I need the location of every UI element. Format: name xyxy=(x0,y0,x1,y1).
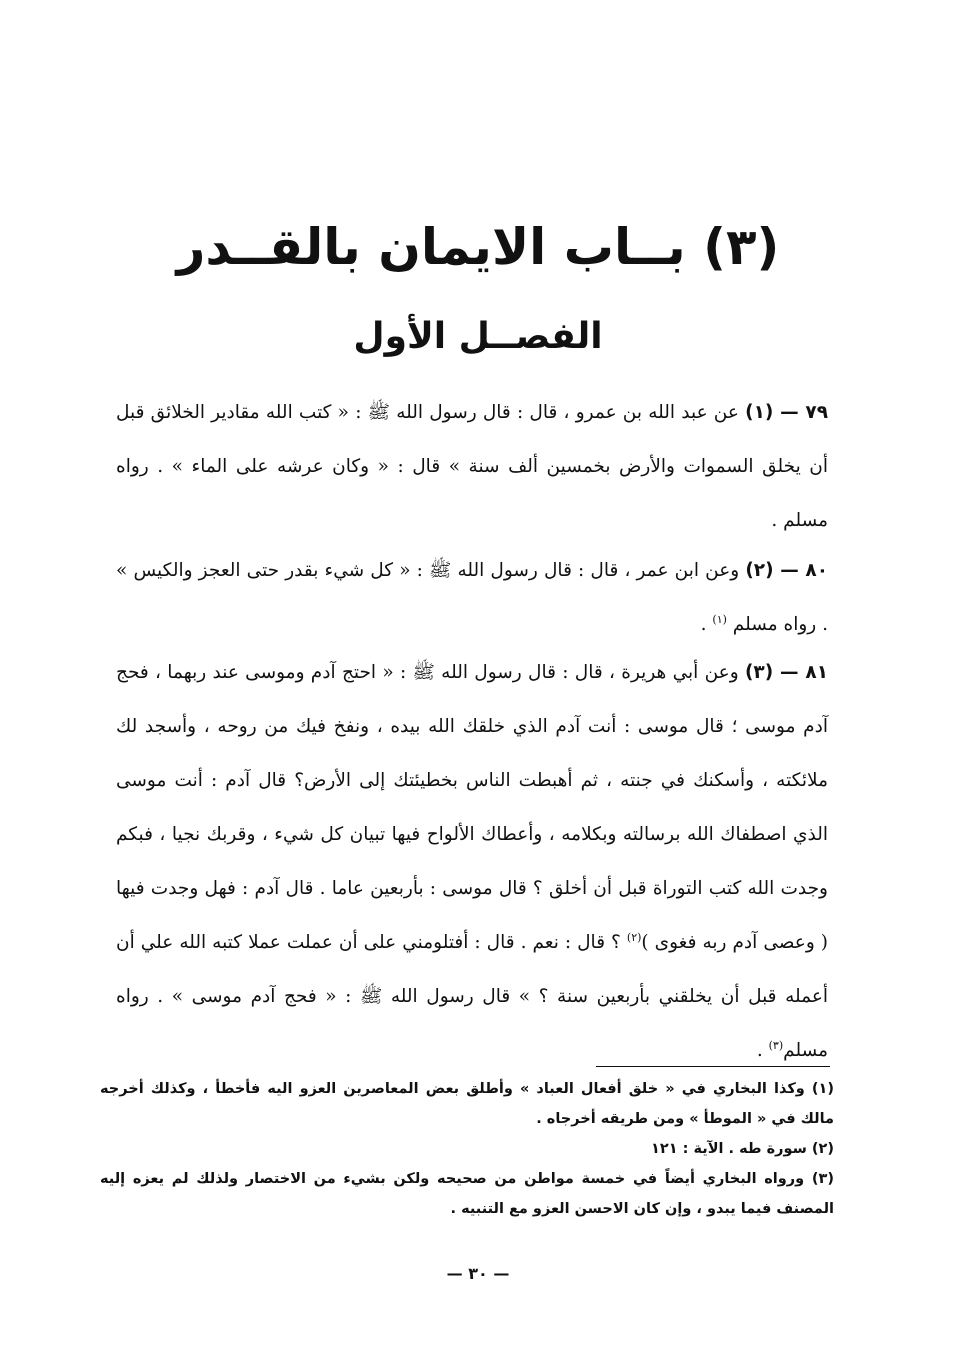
hadith-79 xyxy=(116,386,828,548)
footnote: (٢) سورة طه . الآية : ١٢١ xyxy=(651,1141,834,1157)
hadith-text-end: . xyxy=(756,1040,769,1061)
hadith-80 xyxy=(116,544,828,652)
footnote-ref: (٣) xyxy=(768,1038,784,1052)
hadith-text: وعن ابن عمر ، قال : قال رسول الله ﷺ : « كل شيء بقدر حتى العجز والكيس » . رواه مسلم xyxy=(116,560,828,635)
footnotes xyxy=(100,1074,834,1224)
hadith-text: وعن أبي هريرة ، قال : قال رسول الله ﷺ : « احتج آدم وموسى عند ربهما ، فحج آدم موسى ؛ قال موسى : أنت آدم الذي خلقك الله بيده ، ونفخ فيك من روحه ، وأسجد لك ملائكته ، وأسكنك في جنته ، ثم أهبطت الناس بخطيئتك إلى الأرض؟ قال آدم : أنت موسى الذي اصطفاك الله برسالته وبكلامه ، وأعطاك الألواح فيها تبيان كل شيء ، وقربك نجيا ، فبكم وجدت الله كتب التوراة قبل أن أخلق ؟ قال موسى : بأربعين عاما . قال آدم : فهل وجدت فيها ( وعصى آدم ربه فغوى ) xyxy=(116,662,828,953)
footnote-divider xyxy=(596,1066,830,1067)
section-title: الفصــل الأول xyxy=(353,316,603,357)
hadith-81 xyxy=(116,646,828,1078)
chapter-title: (٣) بــاب الايمان بالقــدر xyxy=(176,218,780,276)
hadith-number: ٧٩ — (١) xyxy=(745,402,828,423)
footnote: (٣) ورواه البخاري أيضاً في خمسة مواطن من صحيحه ولكن بشيء من الاختصار ولذلك لم يعزه إليه المصنف فيما يبدو ، وإن كان الاحسن العزو مع التنبيه . xyxy=(100,1171,834,1217)
page-number: — ٣٠ — xyxy=(446,1264,510,1283)
footnote: (١) وكذا البخاري في « خلق أفعال العباد » وأطلق بعض المعاصرين العزو اليه فأخطأ ، وكذلك أخرجه مالك في « الموطأ » ومن طريقه أخرجاه . xyxy=(100,1081,834,1127)
hadith-number: ٨١ — (٣) xyxy=(744,662,828,683)
hadith-text-end: . xyxy=(700,614,713,635)
hadith-text-continued: ؟ قال : نعم . قال : أفتلومني على أن عملت عملا كتبه الله علي أن أعمله قبل أن يخلقني بأربعين سنة ؟ » قال رسول الله ﷺ : « فحج آدم موسى » . رواه مسلم xyxy=(116,932,828,1061)
hadith-text: عن عبد الله بن عمرو ، قال : قال رسول الله ﷺ : « كتب الله مقادير الخلائق قبل أن يخلق السموات والأرض بخمسين ألف سنة » قال : « وكان عرشه على الماء » . رواه مسلم . xyxy=(116,402,828,531)
hadith-number: ٨٠ — (٢) xyxy=(745,560,829,581)
footnote-ref: (١) xyxy=(712,612,727,626)
footnote-ref: (٢) xyxy=(626,930,642,944)
